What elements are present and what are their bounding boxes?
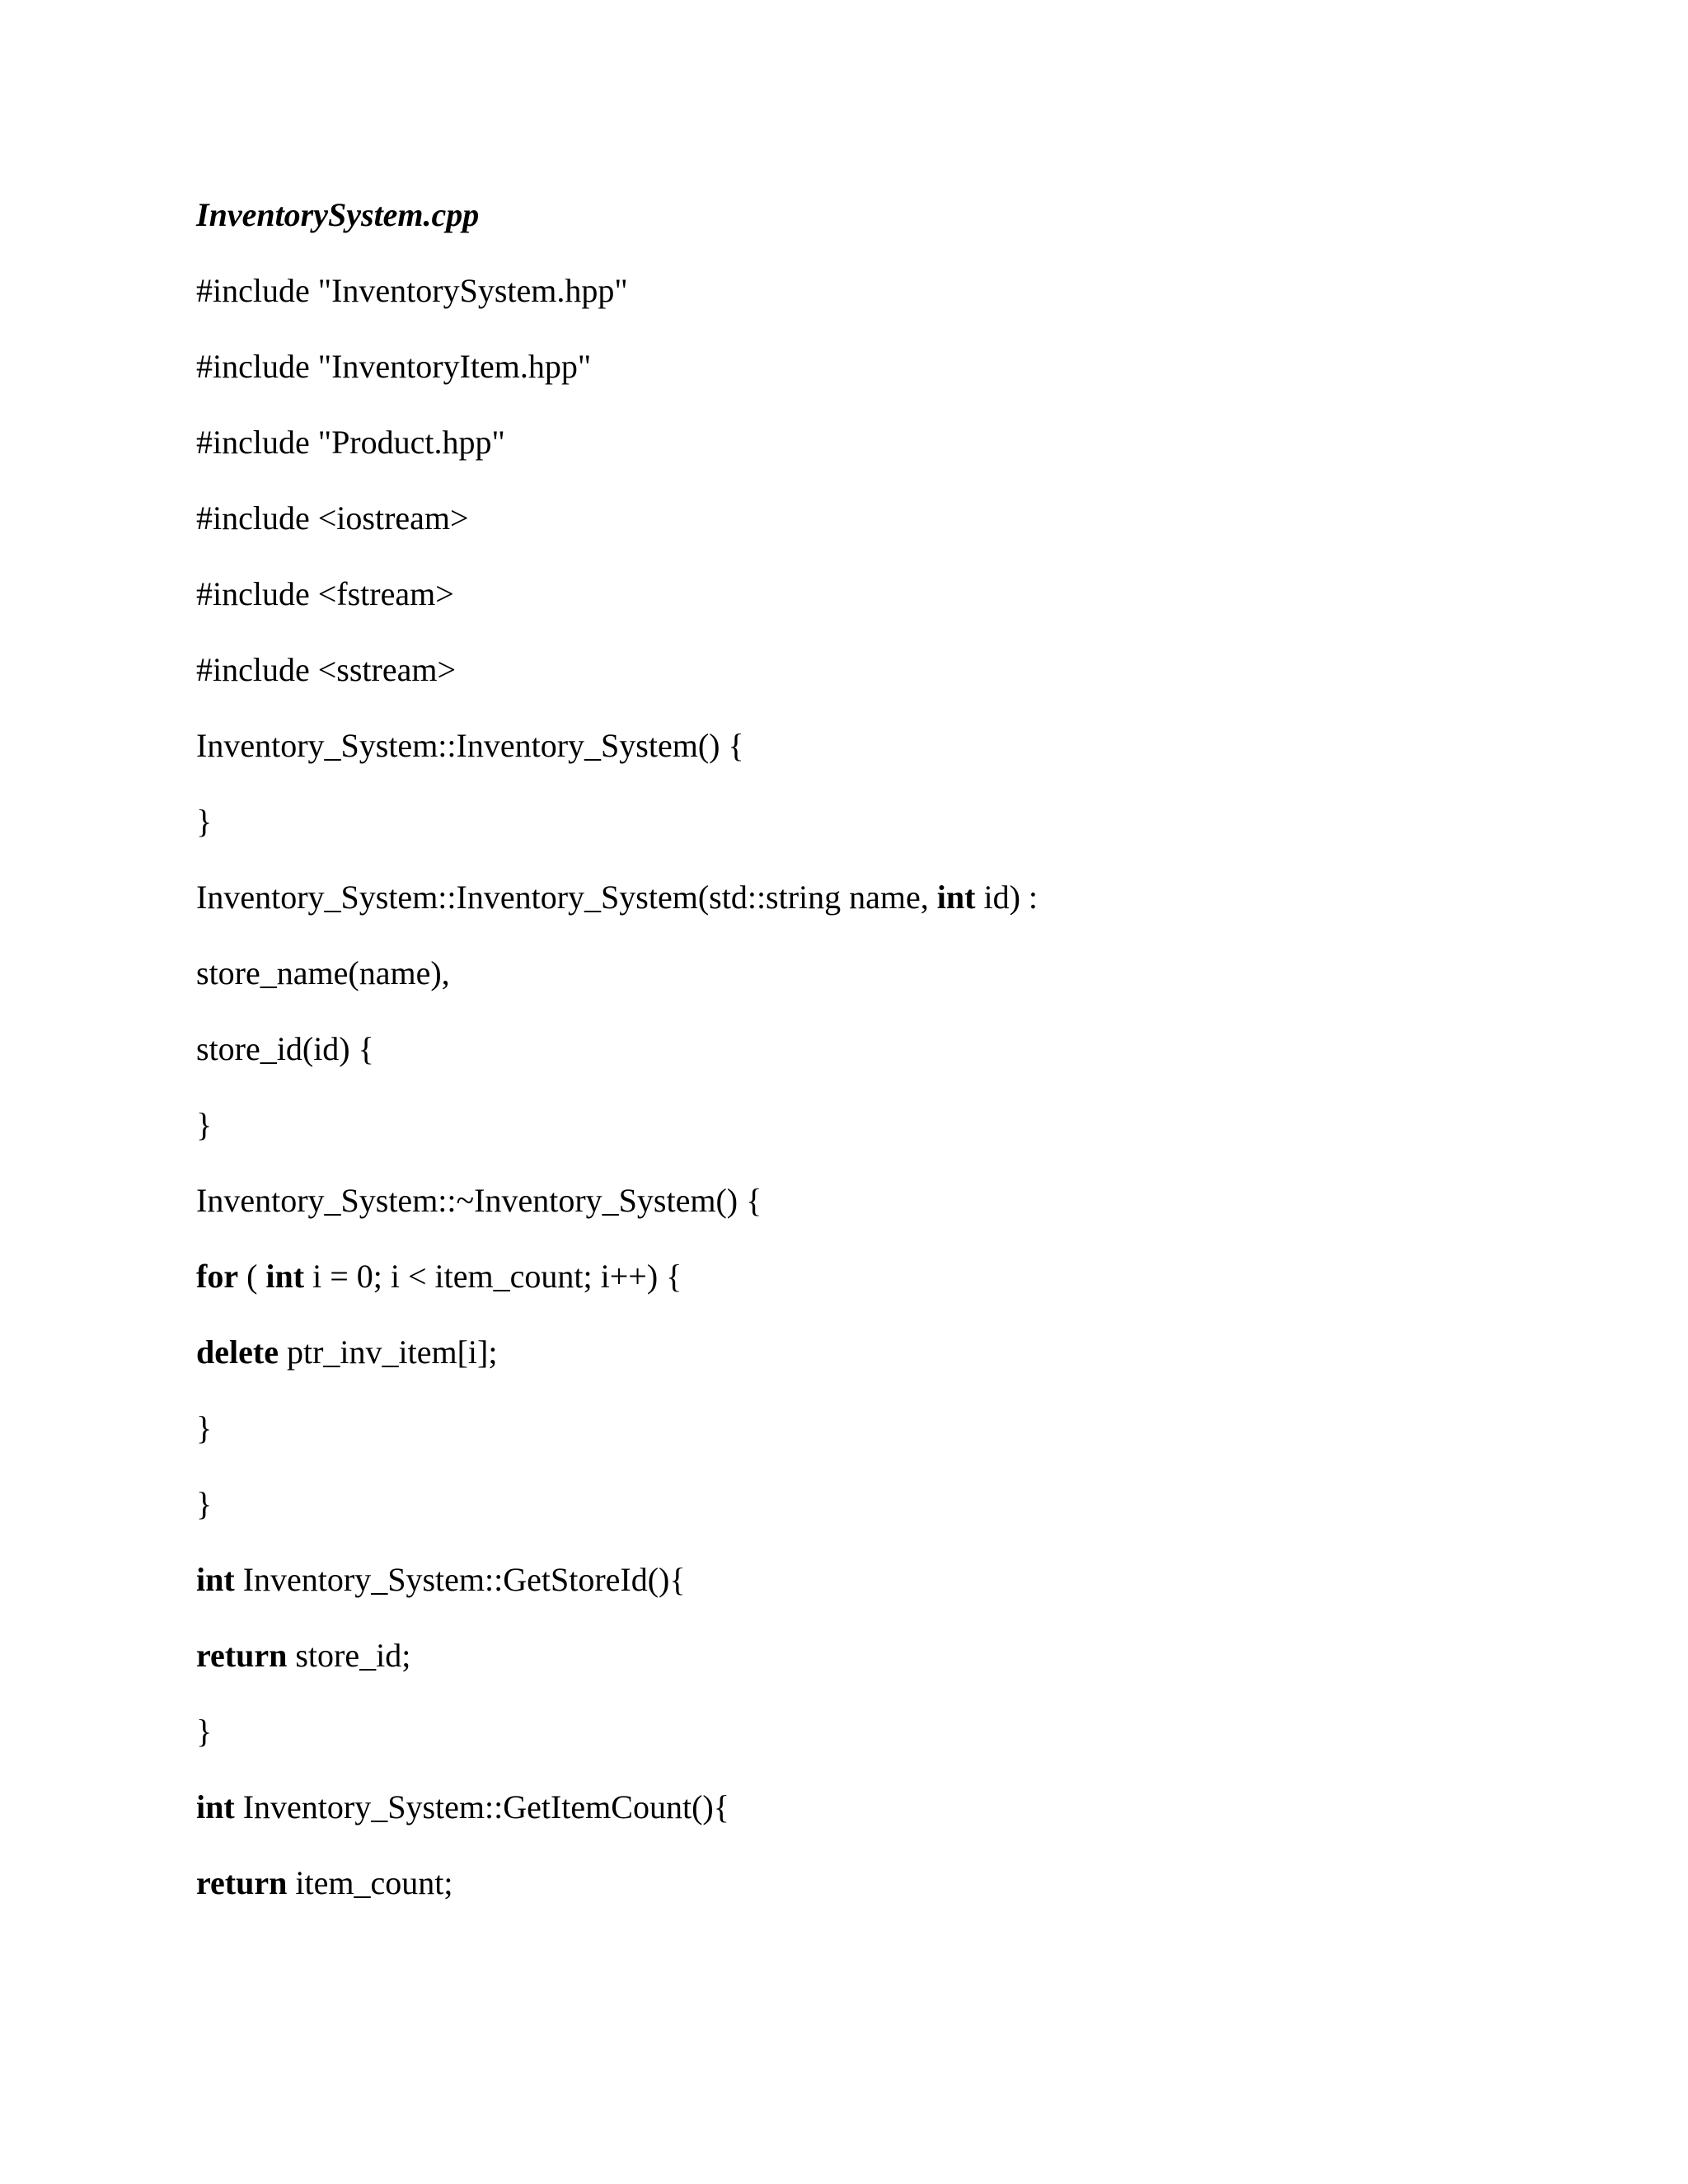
code-keyword: int <box>196 1788 235 1825</box>
code-text: Inventory_System::Inventory_System() { <box>196 727 744 764</box>
code-keyword: for <box>196 1258 239 1295</box>
code-text: } <box>196 1106 213 1143</box>
code-text: Inventory_System::~Inventory_System() { <box>196 1182 762 1219</box>
code-line <box>196 495 1038 571</box>
code-line <box>196 1708 1038 1784</box>
code-line <box>196 1481 1038 1557</box>
code-keyword: delete <box>196 1333 279 1371</box>
code-text: #include "InventorySystem.hpp" <box>196 272 628 309</box>
code-text: i = 0; i < item_count; i++) { <box>304 1258 682 1295</box>
code-line <box>196 1178 1038 1254</box>
code-text: #include <fstream> <box>196 575 454 612</box>
code-line <box>196 1026 1038 1102</box>
code-line <box>196 571 1038 647</box>
code-text: } <box>196 1713 213 1750</box>
code-line <box>196 1329 1038 1405</box>
code-text: item_count; <box>287 1864 453 1901</box>
code-text: #include "Product.hpp" <box>196 424 505 461</box>
code-text: ( <box>238 1258 266 1295</box>
code-listing <box>196 268 1038 1936</box>
code-line <box>196 1254 1038 1329</box>
code-line <box>196 1102 1038 1178</box>
code-keyword: return <box>196 1637 288 1674</box>
code-text: Inventory_System::Inventory_System(std::string name, <box>196 879 937 916</box>
code-line <box>196 1557 1038 1633</box>
code-line <box>196 647 1038 723</box>
code-line <box>196 268 1038 344</box>
code-text: } <box>196 1409 213 1446</box>
code-text: Inventory_System::GetItemCount(){ <box>234 1788 729 1825</box>
code-keyword: int <box>265 1258 305 1295</box>
code-keyword: int <box>196 1561 235 1598</box>
code-text: } <box>196 803 213 840</box>
code-line <box>196 344 1038 419</box>
code-text: store_id; <box>287 1637 411 1674</box>
code-text: #include "InventoryItem.hpp" <box>196 348 592 385</box>
code-text: } <box>196 1485 213 1522</box>
code-text: Inventory_System::GetStoreId(){ <box>234 1561 686 1598</box>
code-line <box>196 1405 1038 1481</box>
code-text: id) : <box>975 879 1039 916</box>
code-line <box>196 1784 1038 1860</box>
document-title: InventorySystem.cpp <box>196 196 480 233</box>
code-line <box>196 799 1038 874</box>
code-line <box>196 419 1038 495</box>
code-text: store_name(name), <box>196 954 450 991</box>
code-text: store_id(id) { <box>196 1030 374 1067</box>
code-text: #include <sstream> <box>196 651 457 688</box>
code-line <box>196 723 1038 799</box>
code-line <box>196 950 1038 1026</box>
code-text: ptr_inv_item[i]; <box>278 1333 498 1371</box>
code-line <box>196 874 1038 950</box>
code-line <box>196 1633 1038 1708</box>
code-text: #include <iostream> <box>196 499 469 537</box>
code-keyword: int <box>936 879 976 916</box>
code-keyword: return <box>196 1864 288 1901</box>
code-line <box>196 1860 1038 1936</box>
